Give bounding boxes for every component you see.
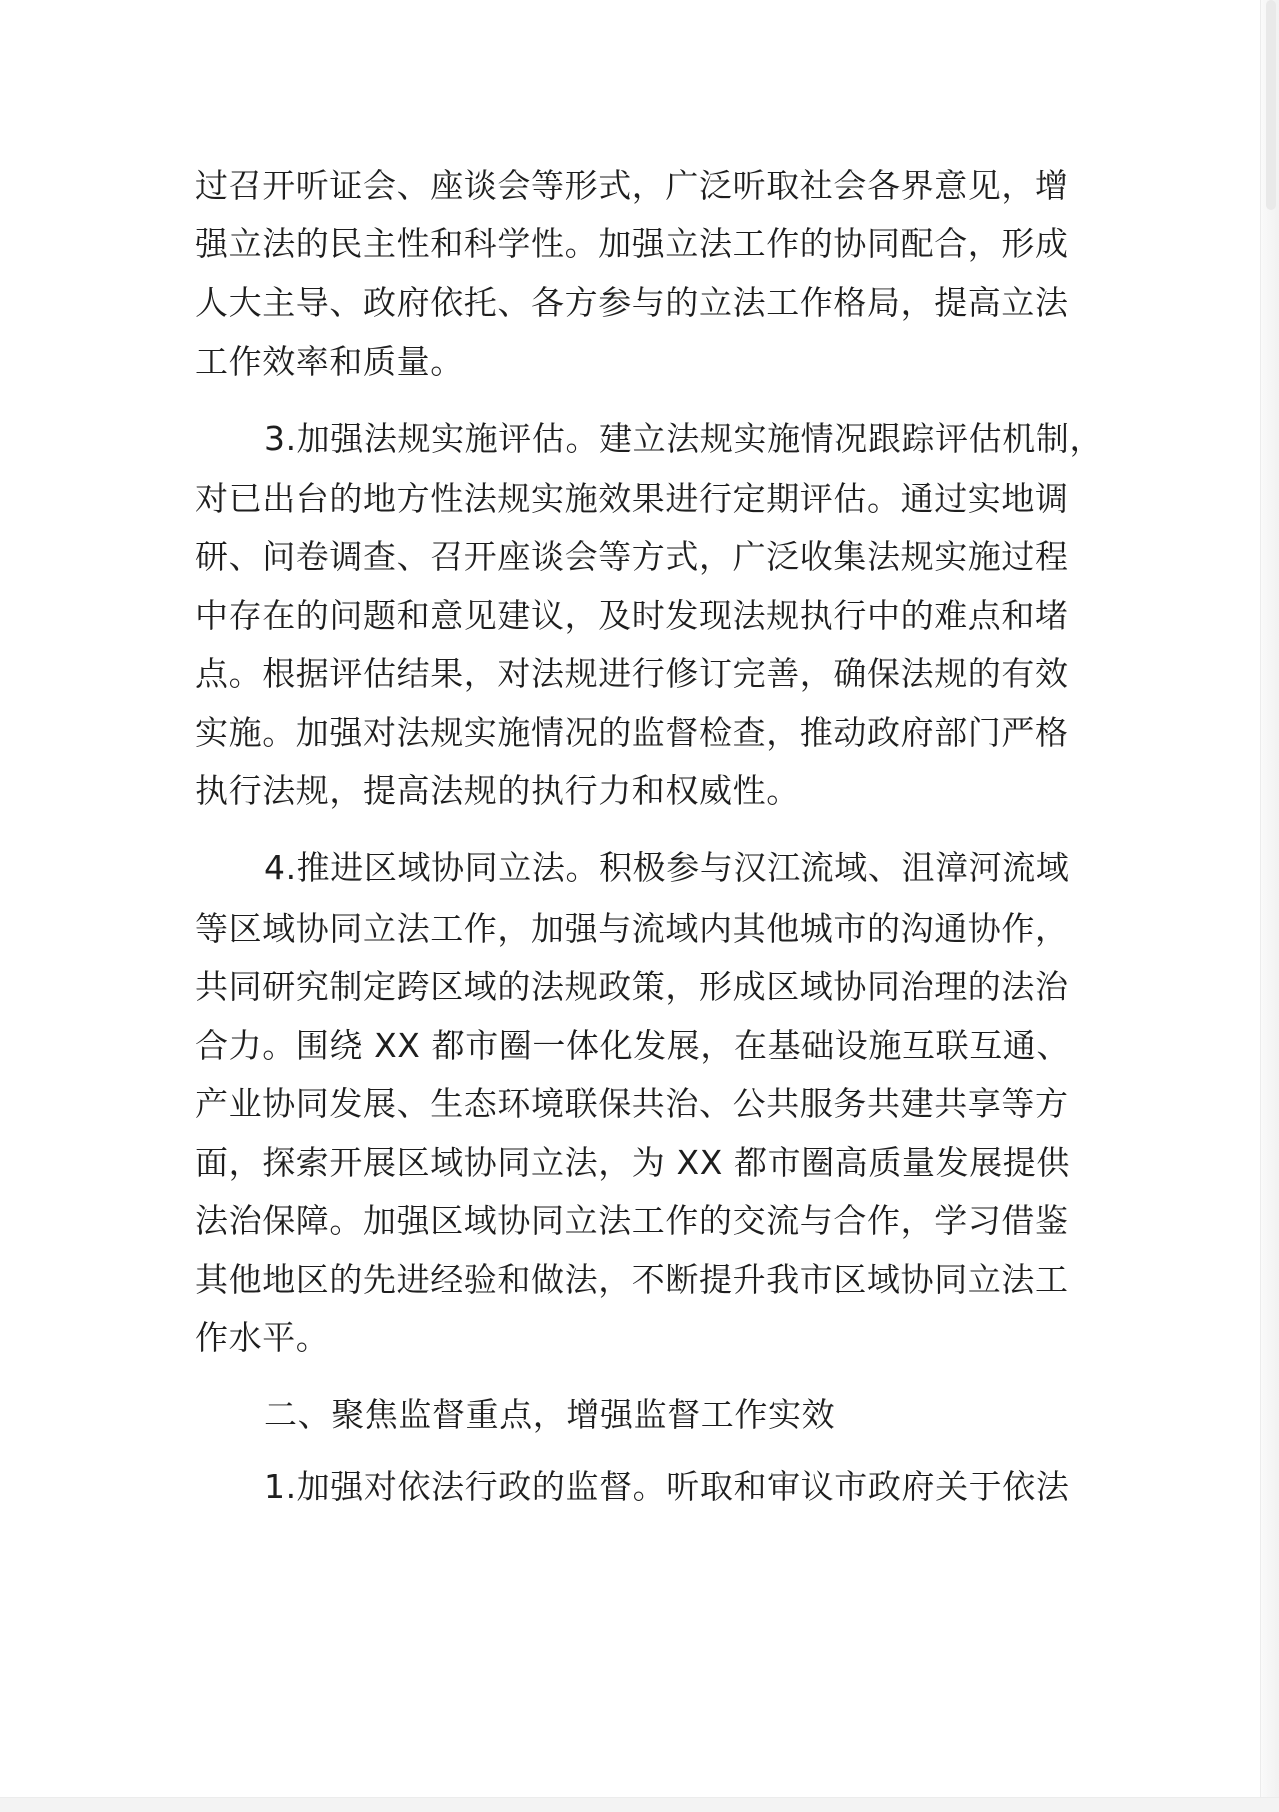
text-line-16: 产业协同发展、生态环境联保共治、公共服务共建共享等方 bbox=[195, 1084, 1069, 1123]
text-line-6: 对已出台的地方性法规实施效果进行定期评估。通过实地调 bbox=[195, 479, 1069, 518]
paragraph-3-heading-line: 3.加强法规实施评估。建立法规实施情况跟踪评估机制， bbox=[264, 419, 1104, 458]
bottom-edge bbox=[0, 1797, 1279, 1812]
text-line-2: 强立法的民主性和科学性。加强立法工作的协同配合，形成 bbox=[195, 224, 1069, 263]
scrollbar-thumb[interactable] bbox=[1266, 0, 1276, 210]
text-line-1: 过召开听证会、座谈会等形式，广泛听取社会各界意见，增 bbox=[195, 166, 1069, 205]
text-line-15: 合力。围绕 XX 都市圈一体化发展，在基础设施互联互通、 bbox=[195, 1026, 1070, 1065]
text-line-7: 研、问卷调查、召开座谈会等方式，广泛收集法规实施过程 bbox=[195, 537, 1069, 576]
section-heading: 二、聚焦监督重点，增强监督工作实效 bbox=[264, 1395, 836, 1434]
text-line-20: 作水平。 bbox=[195, 1318, 330, 1357]
text-line-13: 等区域协同立法工作，加强与流域内其他城市的沟通协作， bbox=[195, 909, 1069, 948]
text-line-14: 共同研究制定跨区域的法规政策，形成区域协同治理的法治 bbox=[195, 967, 1069, 1006]
section-item-1-line: 1.加强对依法行政的监督。听取和审议市政府关于依法 bbox=[264, 1467, 1070, 1506]
paragraph-4-heading-line: 4.推进区域协同立法。积极参与汉江流域、沮漳河流域 bbox=[264, 848, 1070, 887]
text-line-10: 实施。加强对法规实施情况的监督检查，推动政府部门严格 bbox=[195, 713, 1069, 752]
text-line-9: 点。根据评估结果，对法规进行修订完善，确保法规的有效 bbox=[195, 654, 1069, 693]
text-line-18: 法治保障。加强区域协同立法工作的交流与合作，学习借鉴 bbox=[195, 1201, 1069, 1240]
scrollbar-track[interactable] bbox=[1260, 0, 1279, 1812]
text-line-8: 中存在的问题和意见建议，及时发现法规执行中的难点和堵 bbox=[195, 596, 1069, 635]
text-line-11: 执行法规，提高法规的执行力和权威性。 bbox=[195, 771, 800, 810]
text-line-19: 其他地区的先进经验和做法，不断提升我市区域协同立法工 bbox=[195, 1260, 1069, 1299]
text-line-17: 面，探索开展区域协同立法，为 XX 都市圈高质量发展提供 bbox=[195, 1143, 1070, 1182]
text-line-4: 工作效率和质量。 bbox=[195, 342, 464, 381]
text-line-3: 人大主导、政府依托、各方参与的立法工作格局，提高立法 bbox=[195, 283, 1069, 322]
